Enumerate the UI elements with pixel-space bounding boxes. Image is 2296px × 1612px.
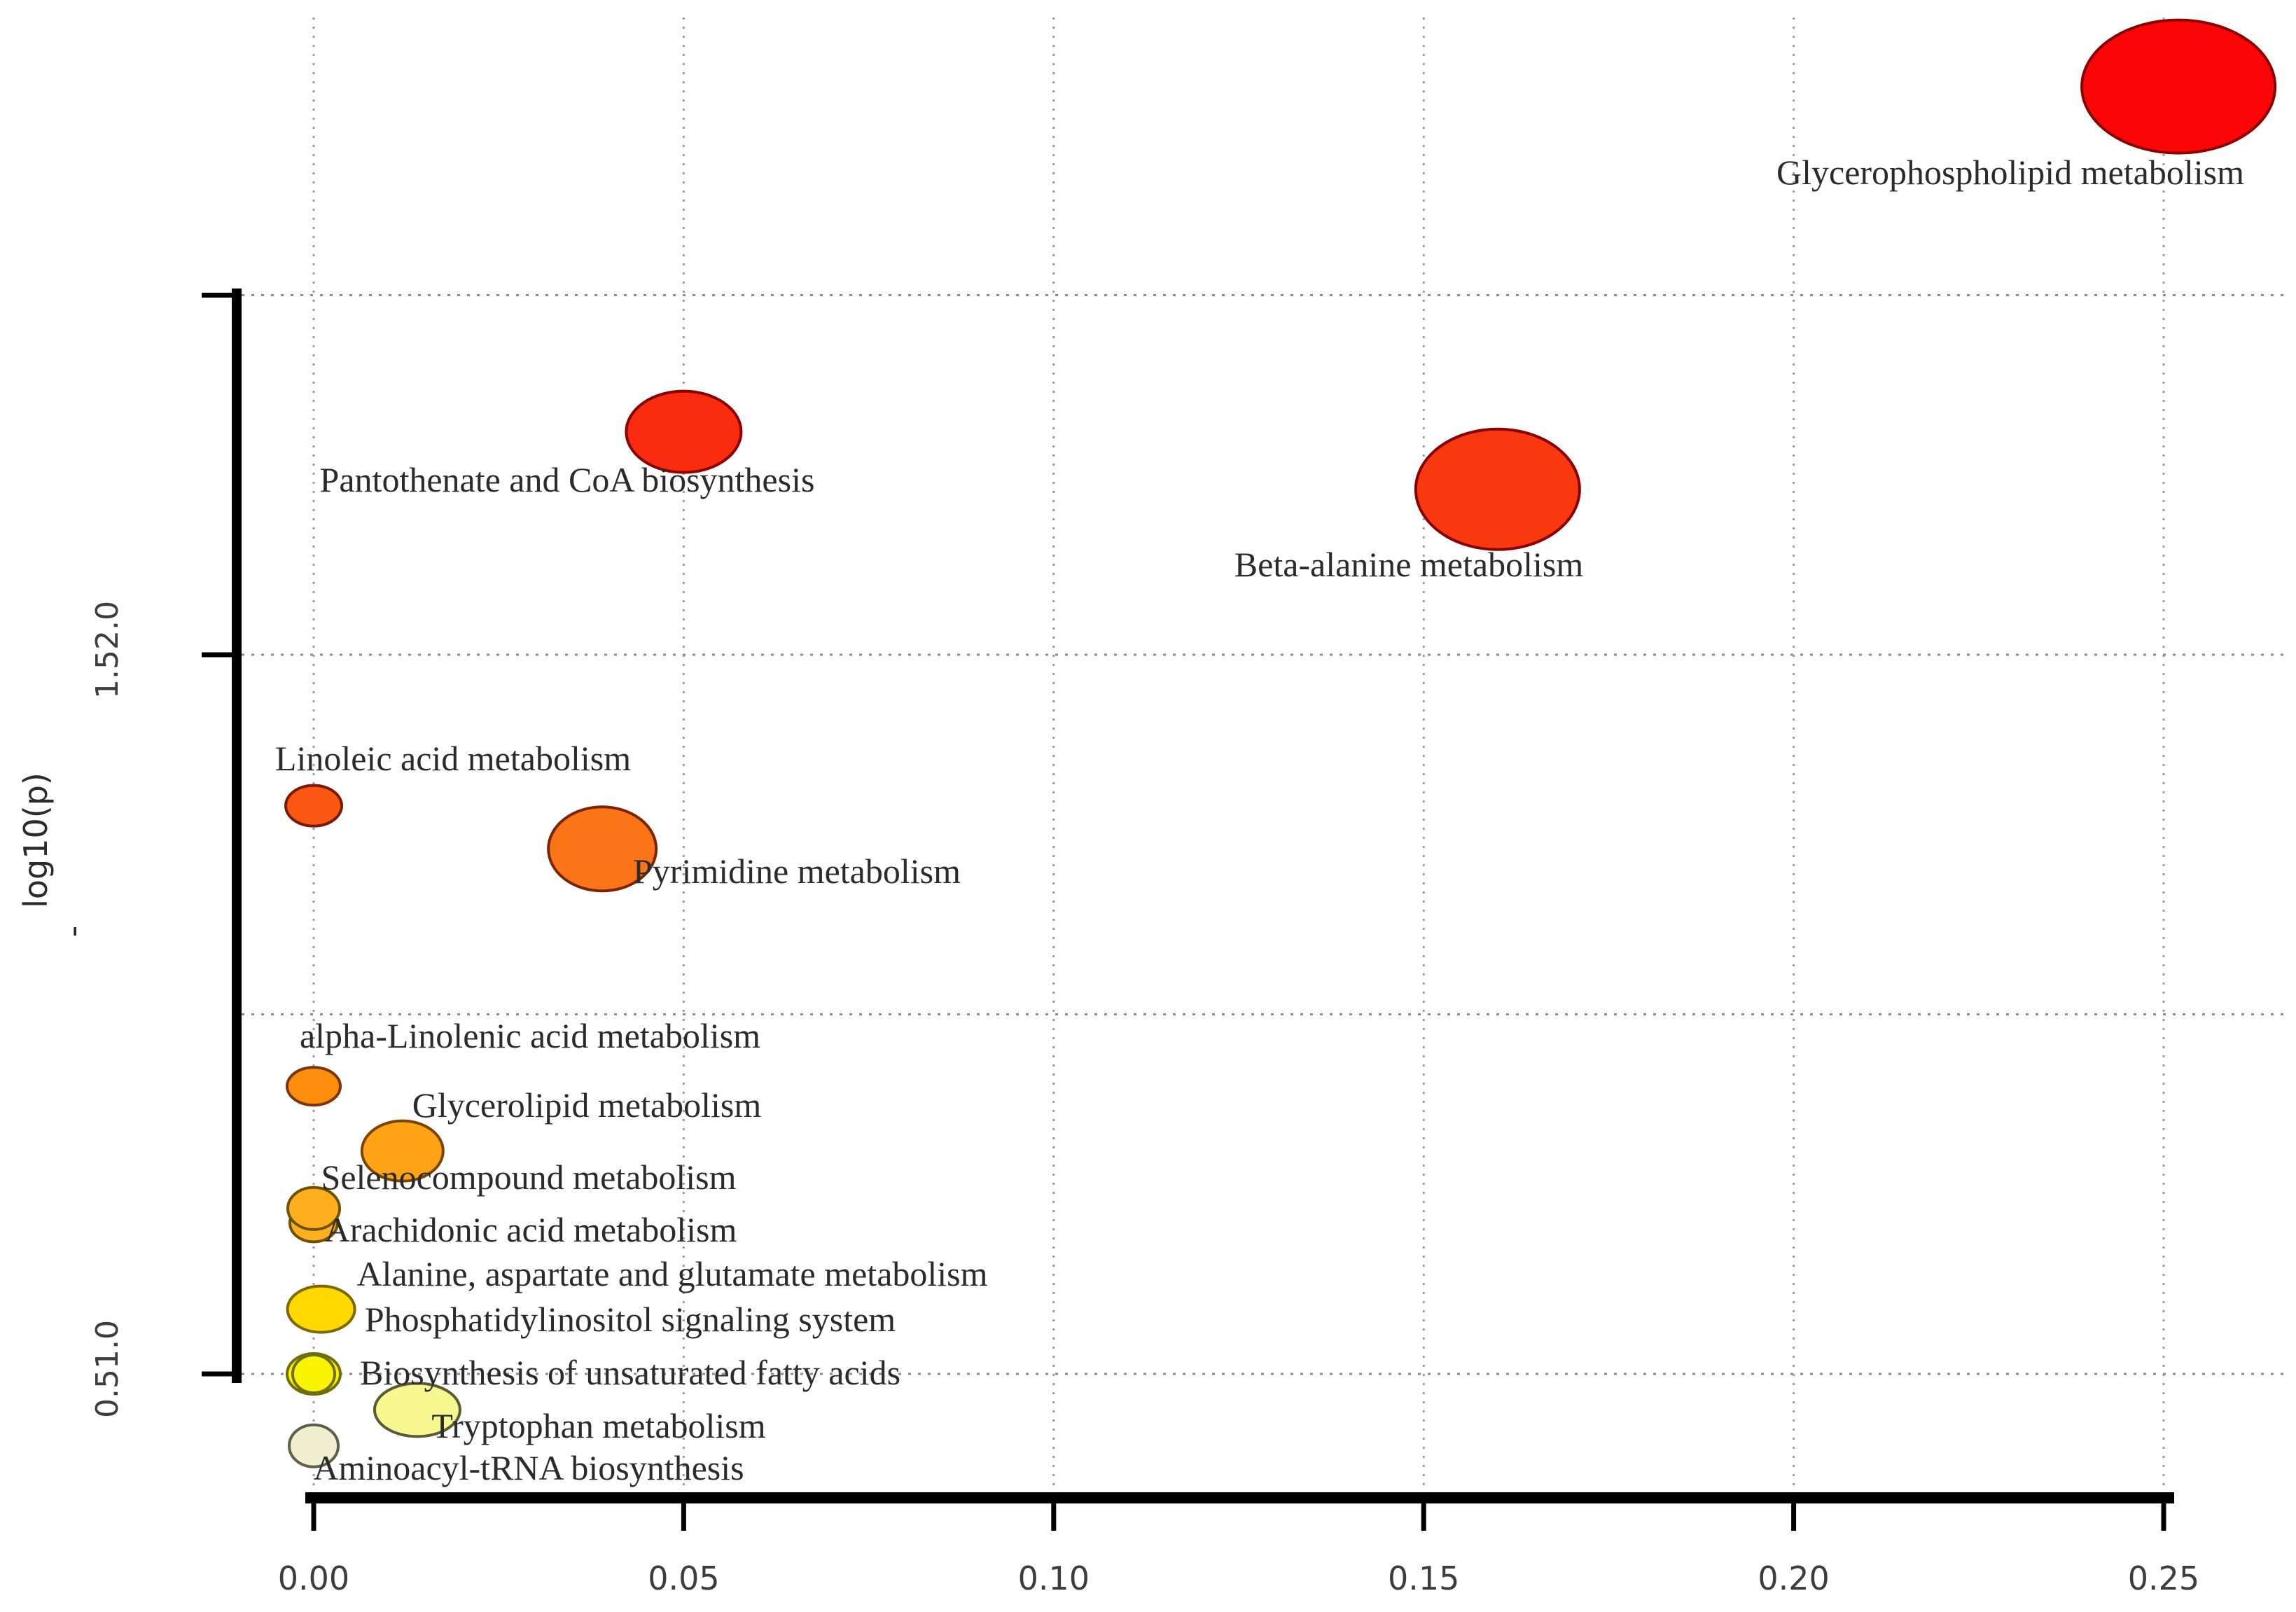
x-tick-label: 0.10: [1017, 1559, 1090, 1597]
x-axis-tick-labels: [278, 1559, 2199, 1597]
pathway-bubble: [1416, 429, 1580, 550]
x-tick-label: 0.15: [1387, 1559, 1460, 1597]
pathway-bubble: [2082, 20, 2275, 153]
pathway-bubble: [287, 1067, 340, 1105]
pathway-label: Arachidonic acid metabolism: [324, 1210, 737, 1249]
y-tick-label: 0.51.0: [90, 1320, 125, 1418]
pathway-label: Pyrimidine metabolism: [632, 852, 961, 891]
pathway-label: Linoleic acid metabolism: [274, 739, 632, 778]
x-tick-label: 0.25: [2127, 1559, 2200, 1597]
pathway-label: Phosphatidylinositol signaling system: [364, 1300, 896, 1339]
y-axis-ticks: [202, 296, 237, 1375]
y-axis-line: [232, 289, 242, 1383]
x-tick-label: 0.20: [1758, 1559, 1830, 1597]
x-axis-line: [305, 1492, 2174, 1503]
y-axis-title: log10(p): [17, 772, 55, 908]
y-tick-label: 1.52.0: [90, 601, 125, 699]
pathway-label: Alanine, aspartate and glutamate metabolism: [356, 1254, 988, 1293]
x-tick-label: 0.00: [277, 1559, 350, 1597]
x-tick-label: 0.05: [648, 1559, 720, 1597]
pathway-bubble: [286, 786, 342, 826]
x-axis-ticks: [314, 1503, 2164, 1531]
pathway-label: Tryptophan metabolism: [431, 1406, 766, 1445]
pathway-bubble: [293, 1355, 335, 1393]
pathway-label: Selenocompound metabolism: [321, 1158, 737, 1197]
pathway-label: Pantothenate and CoA biosynthesis: [319, 460, 815, 499]
y-axis-tick-labels: [90, 601, 125, 1418]
pathway-label: Beta-alanine metabolism: [1234, 545, 1584, 584]
pathway-label: alpha-Linolenic acid metabolism: [299, 1016, 761, 1055]
y-axis-title-dash: -: [54, 925, 92, 938]
pathway-bubble: [288, 1286, 355, 1333]
pathway-label: Glycerolipid metabolism: [412, 1085, 762, 1125]
pathway-label: Aminoacyl-tRNA biosynthesis: [313, 1448, 744, 1487]
pathway-label: Biosynthesis of unsaturated fatty acids: [359, 1353, 901, 1392]
pathway-label: Glycerophospholipid metabolism: [1776, 153, 2244, 192]
